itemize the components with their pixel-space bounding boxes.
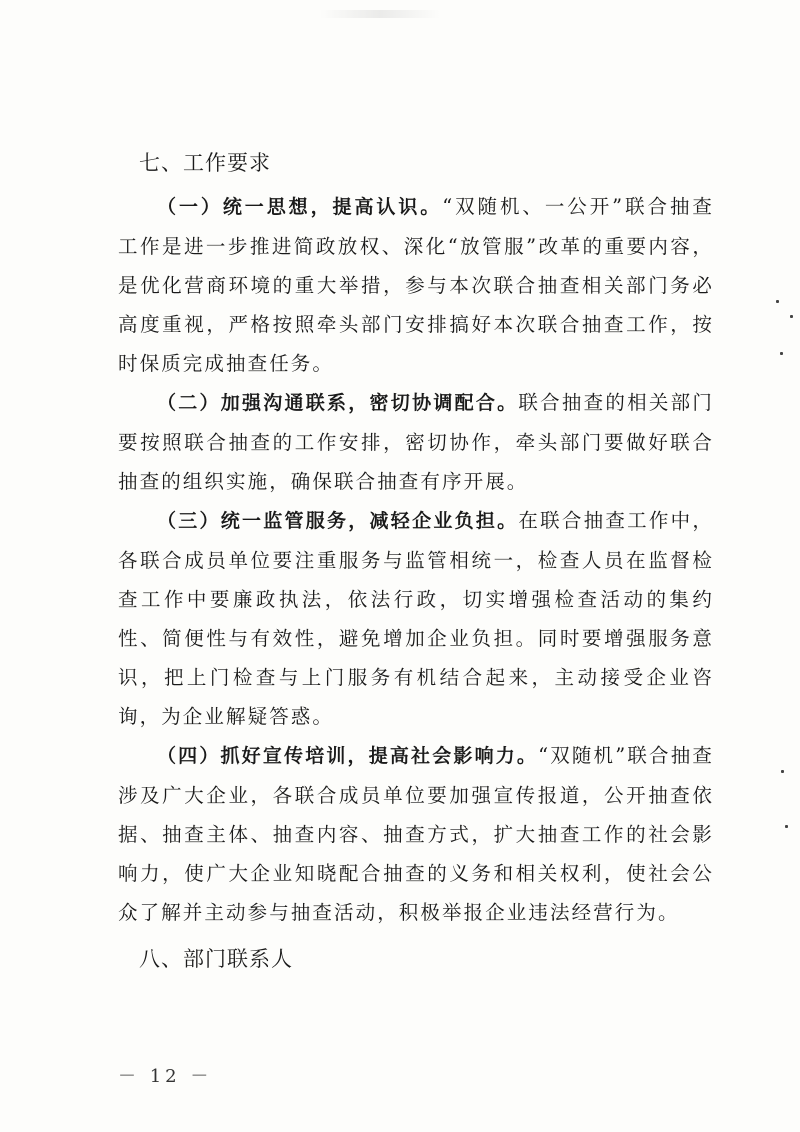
scan-mark: [780, 352, 783, 355]
paragraph-2-text: 联合抽查的相关部门要按照联合抽查的工作安排，密切协作，牵头部门要做好联合抽查的组织实施，确保联合抽查有序开展。: [118, 391, 715, 493]
paragraph-2: [118, 383, 714, 501]
paragraph-2-lead: （二）加强沟通联系，密切协调配合。: [157, 392, 519, 414]
paragraph-4-lead: （四）抓好宣传培训，提高社会影响力。: [157, 745, 539, 767]
scan-mark: [785, 825, 788, 828]
document-body: [118, 148, 714, 974]
scan-smudge: [320, 10, 440, 18]
paragraph-3-text: 在联合抽查工作中，各联合成员单位要注重服务与监管相统一，检查人员在监督检查工作中要廉政执法，依法行政，切实增强检查活动的集约性、简便性与有效性，避免增加企业负担。同时要增强服务意识，把上门检查与上门服务有机结合起来，主动接受企业咨询，为企业解疑答惑。: [118, 509, 715, 728]
scan-mark: [776, 300, 779, 303]
paragraph-1: [118, 187, 714, 383]
scan-mark: [781, 770, 784, 773]
section-heading-8: 八、部门联系人: [139, 947, 293, 971]
paragraph-1-text: “双随机、一公开”联合抽查工作是进一步推进简政放权、深化“放管服”改革的重要内容，是优化营商环境的重大举措，参与本次联合抽查相关部门务必高度重视，严格按照牵头部门安排搞好本次联合抽查工作，按时保质完成抽查任务。: [118, 195, 714, 375]
paragraph-1-lead: （一）统一思想，提高认识。: [157, 196, 443, 218]
scan-mark: [790, 315, 793, 318]
paragraph-3: [118, 501, 714, 736]
page-number: － 12 －: [118, 1066, 213, 1087]
paragraph-4: [118, 736, 714, 932]
section-heading-7: 七、工作要求: [139, 151, 271, 175]
paragraph-3-lead: （三）统一监管服务，减轻企业负担。: [157, 510, 519, 532]
paragraph-4-text: “双随机”联合抽查涉及广大企业，各联合成员单位要加强宣传报道，公开抽查依据、抽查主体、抽查内容、抽查方式，扩大抽查工作的社会影响力，使广大企业知晓配合抽查的义务和相关权利，使社会公众了解并主动参与抽查活动，积极举报企业违法经营行为。: [118, 744, 714, 924]
